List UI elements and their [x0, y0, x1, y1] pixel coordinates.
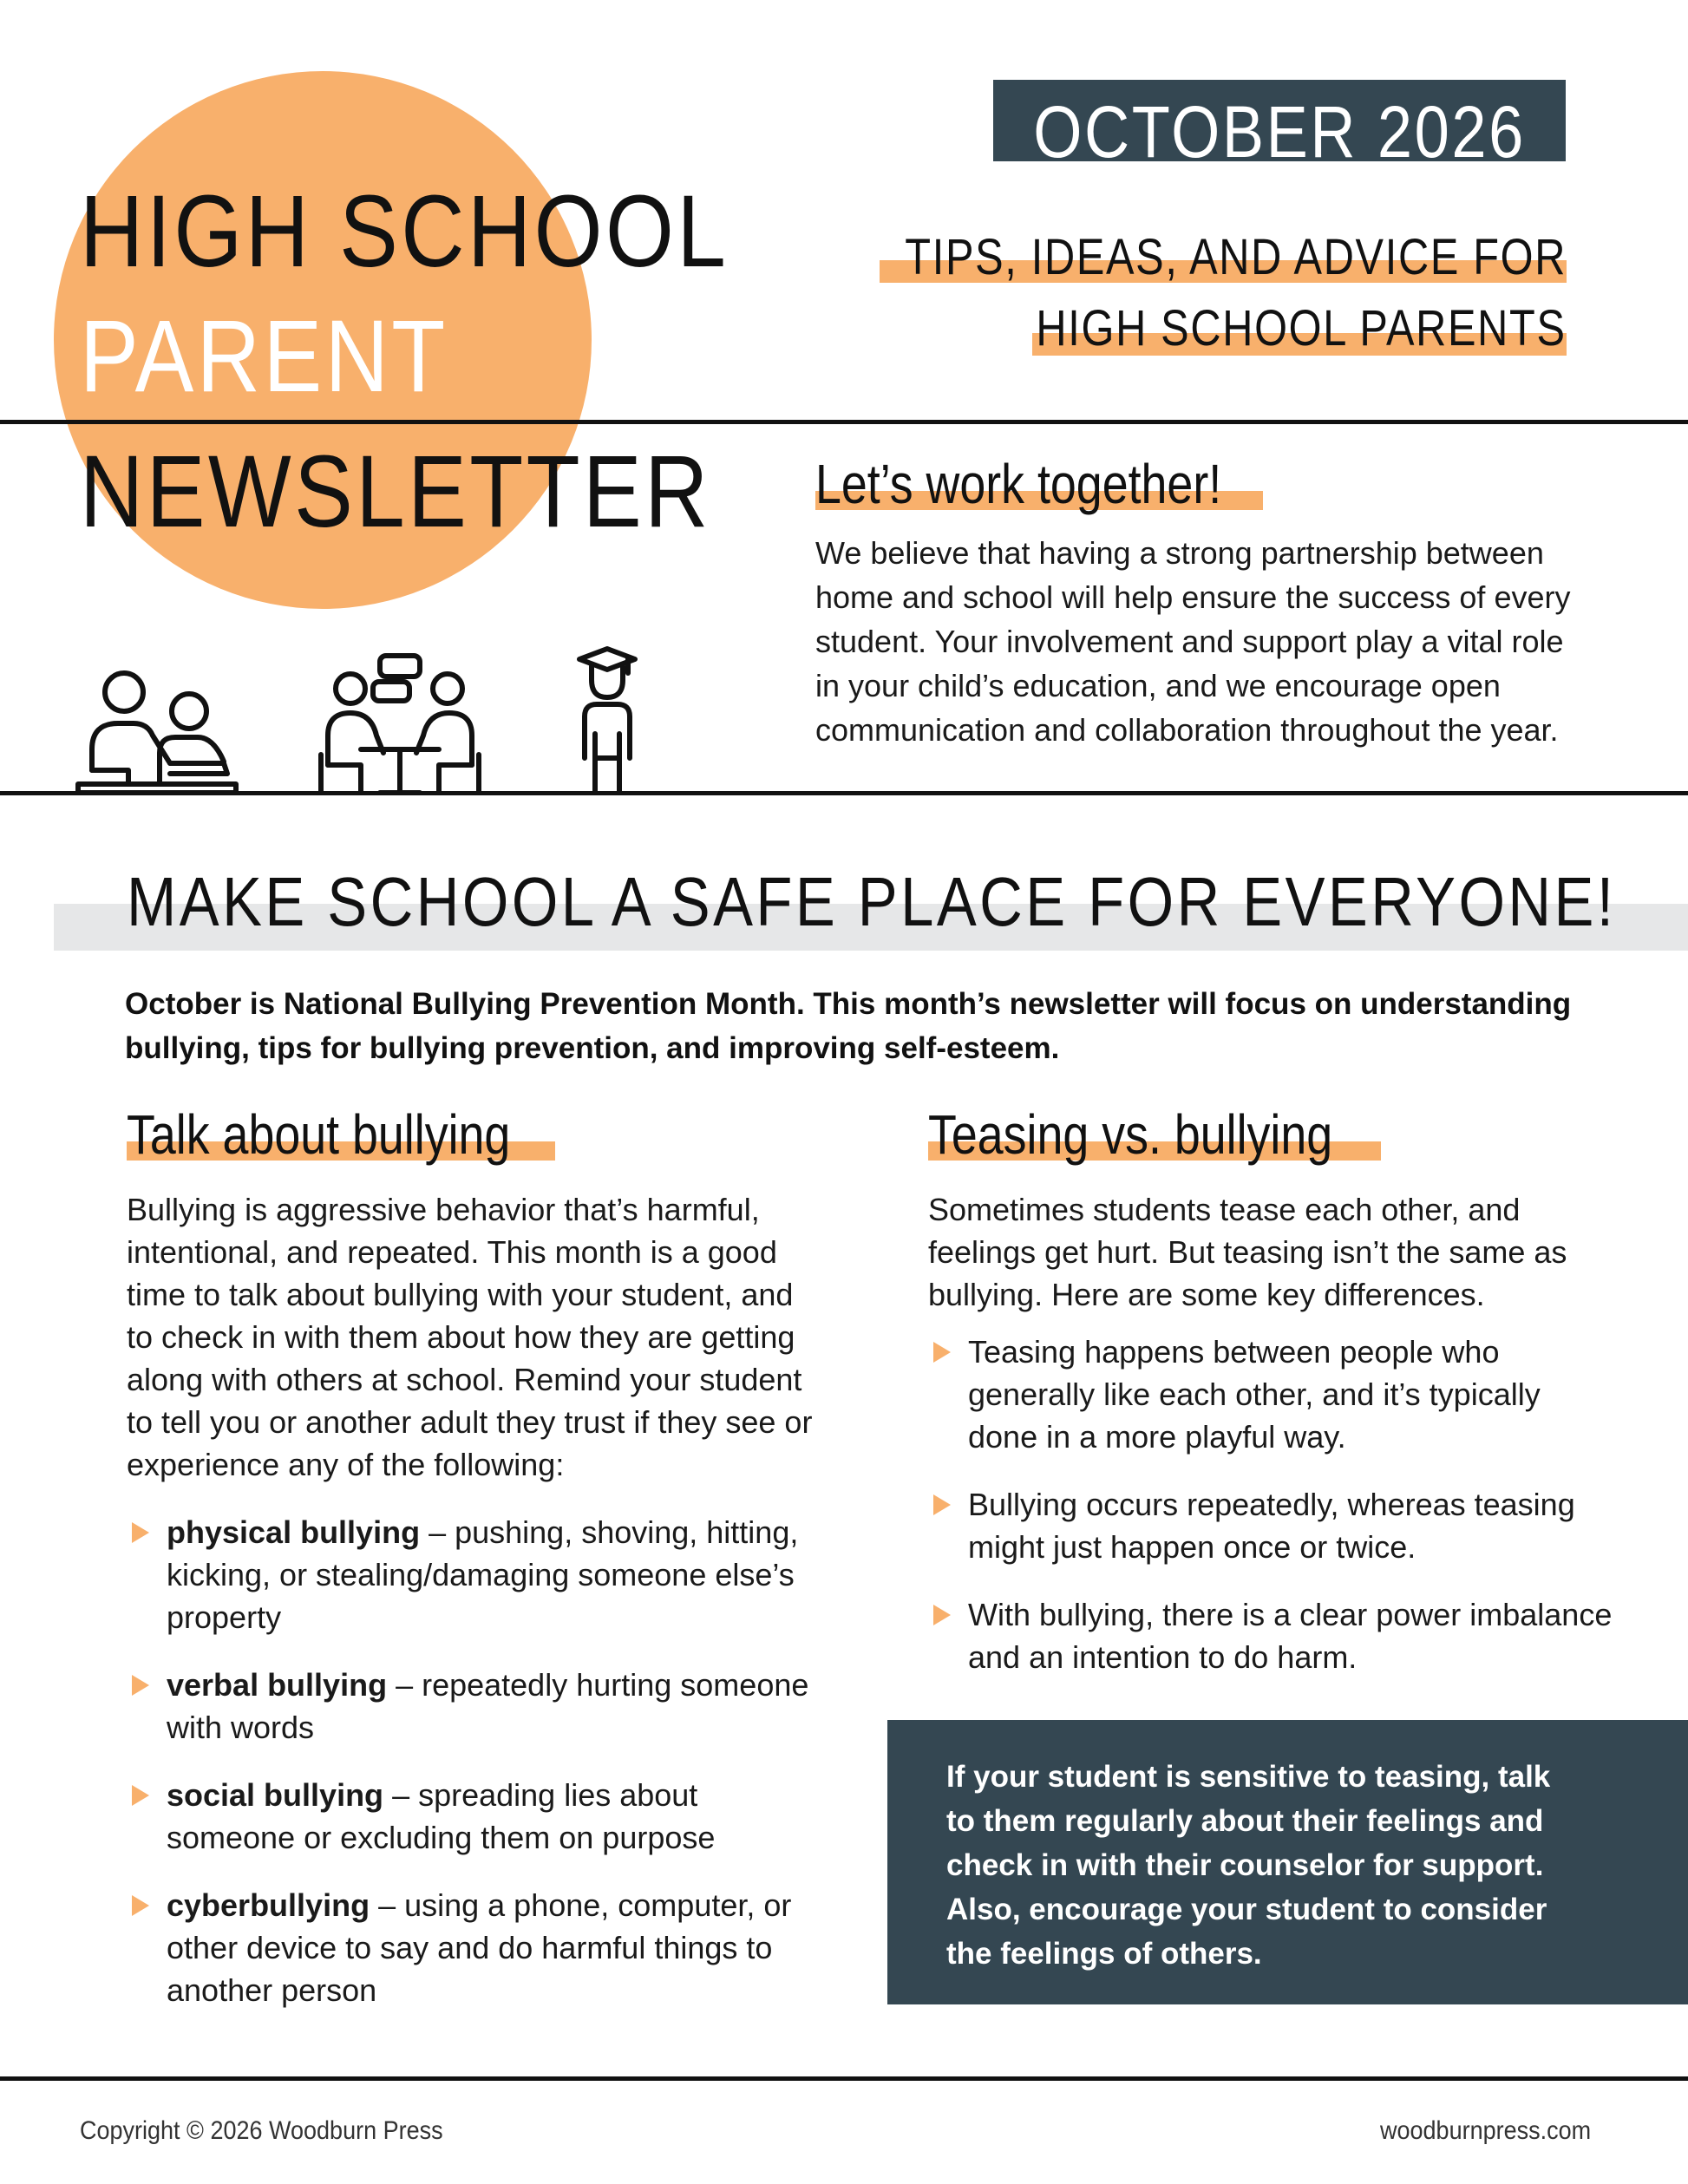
triangle-bullet-icon	[933, 1494, 951, 1515]
copyright-text: Copyright © 2026 Woodburn Press	[80, 2116, 443, 2145]
callout-text: If your student is sensitive to teasing, talk to them regularly about their feelings and check in with their counselor for support. Also, encourage your student to consider the feelings of others.	[946, 1760, 1551, 1971]
bullying-desc: – spreading lies about someone or excluding them on purpose	[167, 1777, 716, 1855]
teasing-differences-list	[928, 1331, 1613, 1703]
triangle-bullet-icon	[132, 1785, 149, 1806]
bullying-term: cyberbullying	[167, 1887, 370, 1923]
graduate-icon	[572, 644, 642, 795]
list-item	[928, 1483, 1613, 1568]
triangle-bullet-icon	[132, 1522, 149, 1543]
website-link[interactable]: woodburnpress.com	[1379, 2116, 1591, 2145]
talk-bullying-heading: Talk about bullying	[127, 1103, 511, 1166]
month-banner	[993, 80, 1566, 161]
students-talking-icon	[317, 652, 482, 795]
divider-bottom	[0, 2076, 1688, 2081]
teasing-body: Sometimes students tease each other, and feelings get hurt. But teasing isn’t the same as bullying. Here are some key differences.	[928, 1192, 1567, 1312]
bullying-term: verbal bullying	[167, 1667, 388, 1703]
bullying-desc: – using a phone, computer, or other device to say and do harmful things to another person	[167, 1887, 792, 2008]
list-item	[127, 1884, 821, 2011]
work-together-heading: Let’s work together!	[815, 453, 1222, 515]
list-item	[127, 1511, 821, 1638]
teasing-heading: Teasing vs. bullying	[928, 1103, 1333, 1166]
difference-text: With bullying, there is a clear power imbalance and an intention to do harm.	[968, 1597, 1613, 1675]
divider-middle	[0, 791, 1688, 795]
divider-top	[0, 420, 1688, 424]
difference-text: Bullying occurs repeatedly, whereas teasing might just happen once or twice.	[968, 1487, 1575, 1565]
triangle-bullet-icon	[132, 1675, 149, 1696]
bullying-desc: – repeatedly hurting someone with words	[167, 1667, 809, 1745]
list-item	[928, 1331, 1613, 1458]
tagline-line-1: TIPS, IDEAS, AND ADVICE FOR	[905, 229, 1567, 285]
tagline-line-2: HIGH SCHOOL PARENTS	[1036, 300, 1567, 356]
title-line-1: HIGH SCHOOL	[80, 174, 730, 289]
student-studying-icon	[75, 666, 239, 796]
list-item	[928, 1593, 1613, 1678]
safe-place-intro: October is National Bullying Prevention Month. This month’s newsletter will focus on understanding bullying, tips for bullying prevention, and improving self-esteem.	[125, 987, 1572, 1065]
bullying-types-list	[127, 1511, 821, 2037]
bullying-term: physical bullying	[167, 1514, 421, 1550]
title-line-3: NEWSLETTER	[80, 435, 711, 549]
difference-text: Teasing happens between people who generally like each other, and it’s typically done in a more playful way.	[968, 1334, 1541, 1455]
safe-place-heading: MAKE SCHOOL A SAFE PLACE FOR EVERYONE!	[127, 863, 1617, 940]
work-together-body: We believe that having a strong partnership between home and school will help ensure the success of every student. Your involvement and support play a vital role in your child’s education, and we encourage open communication and collaboration throughout the year.	[815, 535, 1571, 748]
talk-bullying-body: Bullying is aggressive behavior that’s harmful, intentional, and repeated. This month is a good time to talk about bullying with your student, and to check in with them about how they are getting along with others at school. Remind your student to tell you or another adult they trust if they see or experience any of the following:	[127, 1192, 813, 1482]
list-item	[127, 1664, 821, 1749]
triangle-bullet-icon	[132, 1895, 149, 1916]
triangle-bullet-icon	[933, 1605, 951, 1625]
callout-box	[887, 1720, 1688, 2004]
month-label: OCTOBER 2026	[1033, 91, 1526, 161]
bullying-term: social bullying	[167, 1777, 384, 1813]
title-line-2: PARENT	[80, 299, 448, 414]
bullying-desc: – pushing, shoving, hitting, kicking, or stealing/damaging someone else’s property	[167, 1514, 799, 1635]
triangle-bullet-icon	[933, 1342, 951, 1363]
list-item	[127, 1774, 821, 1859]
